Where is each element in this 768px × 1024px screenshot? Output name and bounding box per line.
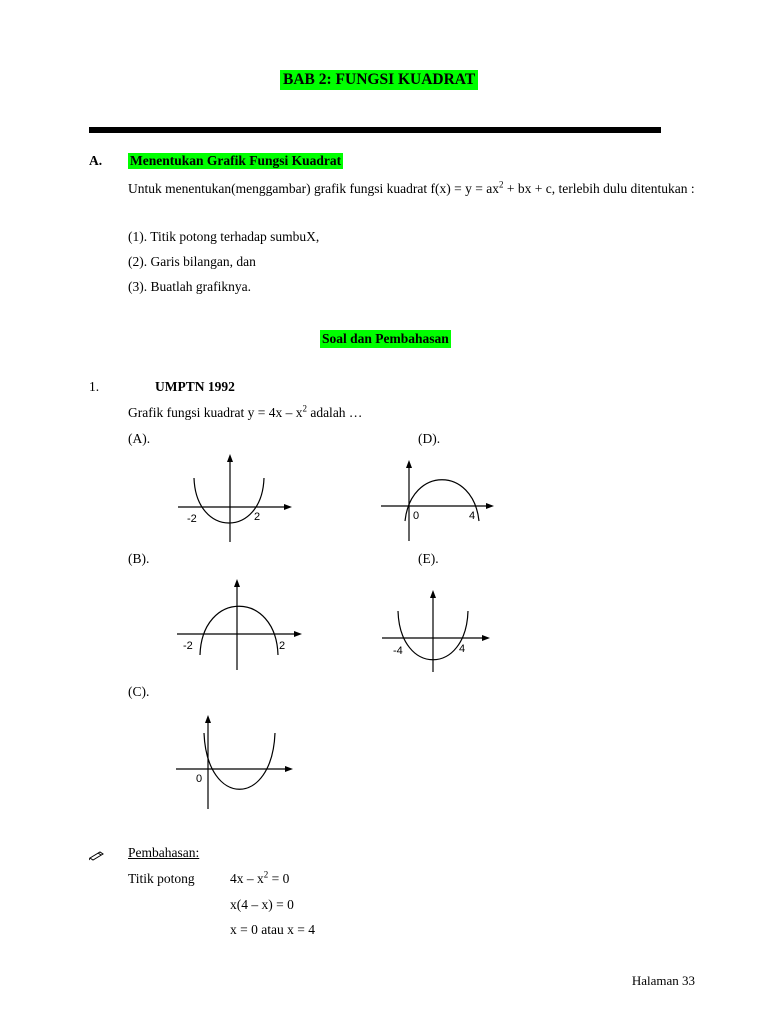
option-e-label: (E). — [418, 551, 439, 566]
tick-label: 2 — [279, 640, 286, 652]
tick-label: 4 — [469, 510, 476, 522]
y-axis-arrow — [227, 454, 233, 462]
section-intro — [128, 176, 696, 202]
graph-option-d — [378, 456, 498, 546]
x-axis-arrow — [482, 635, 490, 641]
tick-label: -2 — [183, 640, 193, 652]
tick-label: 0 — [413, 510, 420, 522]
x-axis-arrow — [294, 631, 302, 637]
step-number: (2). — [128, 254, 148, 269]
section-heading: Menentukan Grafik Fungsi Kuadrat — [130, 153, 342, 168]
step-item — [128, 229, 319, 245]
question-before: Grafik fungsi kuadrat y = 4x – x — [128, 405, 303, 420]
problem-number: 1. — [89, 379, 100, 394]
soal-heading: Soal dan Pembahasan — [322, 331, 449, 346]
y-axis-arrow — [205, 715, 211, 723]
equation-line-3: x = 0 atau x = 4 — [230, 922, 315, 937]
step-text: Garis bilangan, dan — [150, 254, 256, 269]
option-d-label: (D). — [418, 431, 441, 446]
page-title: BAB 2: FUNGSI KUADRAT — [280, 70, 478, 90]
equation-line-1 — [230, 871, 289, 887]
x-axis-arrow — [285, 766, 293, 772]
problem-question — [128, 405, 362, 421]
pembahasan-label-text: Pembahasan: — [128, 845, 200, 860]
y-axis-arrow — [430, 590, 436, 598]
problem-source: UMPTN 1992 — [155, 379, 235, 394]
tick-label: 2 — [254, 511, 261, 523]
y-axis-arrow — [234, 579, 240, 587]
section-marker: A. — [89, 153, 103, 168]
graph-option-c — [172, 708, 302, 812]
intro-text-after: + bx + c, terlebih dulu ditentukan : — [503, 181, 695, 196]
intro-superscript: 2 — [499, 179, 504, 190]
parabola-curve — [200, 606, 278, 655]
eq1-after: = 0 — [268, 871, 290, 886]
eq1-superscript: 2 — [263, 869, 269, 880]
step-number: (1). — [128, 229, 148, 244]
intro-text-before: Untuk menentukan(menggambar) grafik fungsi kuadrat f(x) = y = ax — [128, 181, 499, 196]
graph-option-e — [378, 586, 496, 676]
option-b-label: (B). — [128, 551, 150, 566]
eq1-before: 4x – x — [230, 871, 264, 886]
question-superscript: 2 — [302, 403, 307, 414]
step-number: (3). — [128, 279, 148, 294]
tick-label: -2 — [187, 513, 197, 525]
pencil-icon — [89, 849, 105, 861]
x-axis-arrow — [486, 503, 494, 509]
x-axis-arrow — [284, 504, 292, 510]
step-text: Buatlah grafiknya. — [150, 279, 251, 294]
option-a-label: (A). — [128, 431, 151, 446]
titik-potong-label: Titik potong — [128, 871, 195, 886]
option-c-label: (C). — [128, 684, 150, 699]
step-text: Titik potong terhadap sumbuX, — [150, 229, 320, 244]
y-axis-arrow — [406, 460, 412, 468]
graph-option-a — [170, 450, 300, 546]
tick-label: 4 — [459, 643, 466, 655]
graph-option-b — [172, 575, 307, 673]
equation-line-2: x(4 – x) = 0 — [230, 897, 294, 912]
step-item — [128, 279, 251, 295]
page-number: Halaman 33 — [631, 973, 695, 988]
question-after: adalah … — [306, 405, 363, 420]
pembahasan-label — [128, 845, 199, 861]
tick-label: -4 — [393, 645, 403, 657]
step-item — [128, 254, 256, 270]
parabola-curve — [204, 733, 275, 789]
title-divider — [89, 127, 661, 133]
tick-label: 0 — [196, 773, 203, 785]
